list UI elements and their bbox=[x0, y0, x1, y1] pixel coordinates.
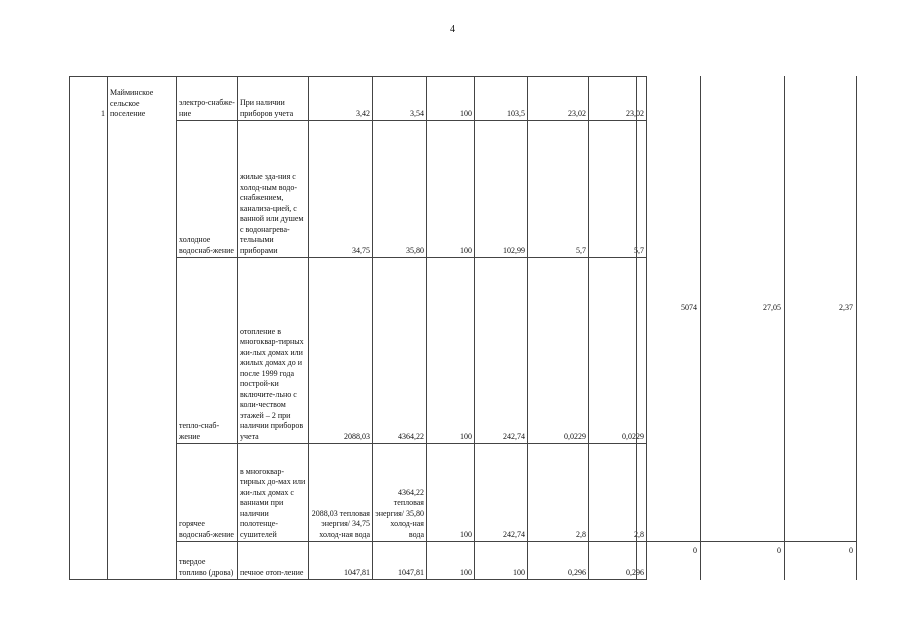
value-cell: 100 bbox=[475, 542, 528, 580]
value-cell: 1047,81 bbox=[373, 542, 427, 580]
value-cell: 1047,81 bbox=[309, 542, 373, 580]
value-cell: 4364,22 тепловая энергия/ 35,80 холод-ная вода bbox=[373, 444, 427, 542]
table-row bbox=[70, 258, 647, 444]
condition-text: печное отоп-ление bbox=[238, 542, 309, 580]
value-cell: 34,75 bbox=[309, 121, 373, 258]
value-cell: 2088,03 тепловая энергия/ 34,75 холод-ная вода bbox=[309, 444, 373, 542]
service-type: горячее водоснаб-жение bbox=[177, 444, 238, 542]
value-cell: 100 bbox=[427, 542, 475, 580]
value-cell: 0,0229 bbox=[589, 258, 647, 444]
settlement-name bbox=[108, 258, 177, 444]
summary-value: 0 bbox=[785, 541, 857, 580]
summary-value: 2,37 bbox=[785, 76, 857, 541]
value-cell: 5,7 bbox=[589, 121, 647, 258]
summary-value: 5074 bbox=[637, 76, 701, 541]
value-cell: 3,42 bbox=[309, 77, 373, 121]
value-cell: 23,02 bbox=[528, 77, 589, 121]
service-type: тепло-снаб-жение bbox=[177, 258, 238, 444]
summary-value: 27,05 bbox=[701, 76, 785, 541]
value-cell: 3,54 bbox=[373, 77, 427, 121]
settlement-name bbox=[108, 444, 177, 542]
row-number bbox=[70, 258, 108, 444]
value-cell: 100 bbox=[427, 258, 475, 444]
value-cell: 35,80 bbox=[373, 121, 427, 258]
condition-text: жилые зда-ния с холод-ным водо-снабжением, канализа-цией, с ванной или душем с водонагрева-тельными приборами bbox=[238, 121, 309, 258]
summary-value: 0 bbox=[701, 541, 785, 580]
tariff-table bbox=[69, 76, 647, 580]
value-cell: 23,02 bbox=[589, 77, 647, 121]
value-cell: 2,8 bbox=[589, 444, 647, 542]
row-number bbox=[70, 444, 108, 542]
settlement-name bbox=[108, 542, 177, 580]
table-row bbox=[70, 121, 647, 258]
condition-text: отопление в многоквар-тирных жи-лых домах или жилых домах до и после 1999 года построй-ки включите-льно с коли-чеством этажей – 2 при наличии приборов учета bbox=[238, 258, 309, 444]
value-cell: 5,7 bbox=[528, 121, 589, 258]
service-type: твердое топливо (дрова) bbox=[177, 542, 238, 580]
summary-row bbox=[637, 76, 857, 541]
value-cell: 0,0229 bbox=[528, 258, 589, 444]
value-cell: 0,296 bbox=[589, 542, 647, 580]
table-row bbox=[70, 542, 647, 580]
row-number bbox=[70, 121, 108, 258]
table-row bbox=[70, 77, 647, 121]
summary-columns bbox=[636, 76, 857, 580]
condition-text: в многоквар-тирных до-мах или жи-лых домах с ваннами при наличии полотенце-сушителей bbox=[238, 444, 309, 542]
value-cell: 100 bbox=[427, 121, 475, 258]
value-cell: 103,5 bbox=[475, 77, 528, 121]
summary-value: 0 bbox=[637, 541, 701, 580]
value-cell: 2088,03 bbox=[309, 258, 373, 444]
value-cell: 102,99 bbox=[475, 121, 528, 258]
condition-text: При наличии приборов учета bbox=[238, 77, 309, 121]
value-cell: 242,74 bbox=[475, 444, 528, 542]
row-number: 1 bbox=[70, 77, 108, 121]
row-number bbox=[70, 542, 108, 580]
settlement-name: Майминское сельское поселение bbox=[108, 77, 177, 121]
value-cell: 100 bbox=[427, 444, 475, 542]
value-cell: 100 bbox=[427, 77, 475, 121]
service-type: электро-снабже-ние bbox=[177, 77, 238, 121]
summary-row bbox=[637, 541, 857, 580]
value-cell: 2,8 bbox=[528, 444, 589, 542]
page-number: 4 bbox=[450, 24, 455, 35]
service-type: холодное водоснаб-жение bbox=[177, 121, 238, 258]
value-cell: 242,74 bbox=[475, 258, 528, 444]
value-cell: 4364,22 bbox=[373, 258, 427, 444]
settlement-name bbox=[108, 121, 177, 258]
table-row bbox=[70, 444, 647, 542]
value-cell: 0,296 bbox=[528, 542, 589, 580]
